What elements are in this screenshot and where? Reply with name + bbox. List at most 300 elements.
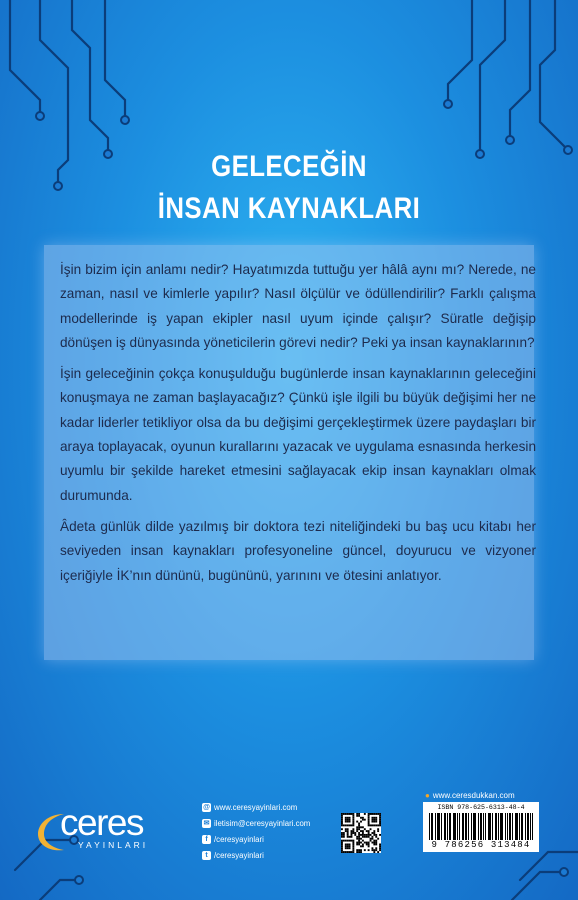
qr-cell [356,826,358,828]
qr-cell [366,842,368,844]
barcode-bar [455,813,456,840]
qr-cell [371,813,373,815]
barcode-bar [519,813,520,840]
contact-twitter[interactable] [202,847,310,863]
qr-cell [343,824,345,826]
barcode-bar [498,813,499,840]
qr-cell [356,813,358,815]
qr-cell [364,842,366,844]
barcode-bar [462,813,463,840]
qr-cell [351,824,353,826]
barcode-bar [463,813,464,840]
qr-cell [343,836,345,838]
barcode-bar [501,813,502,840]
qr-cell [352,840,354,842]
isbn-label: ISBN 978-625-6313-48-4 [437,804,525,811]
qr-cell [347,824,349,826]
qr-cell [368,824,370,826]
barcode-bar [495,813,496,840]
qr-cell [358,851,360,853]
barcode-bar [496,813,497,840]
barcode-bar [490,813,491,840]
qr-cell [375,836,377,838]
contact-email[interactable] [202,815,310,831]
qr-cell [358,834,360,836]
qr-cell [349,843,351,845]
qr-cell [362,832,364,834]
twitter-icon: t [202,851,211,860]
qr-cell [349,847,351,849]
qr-cell [358,842,360,844]
barcode-bar [480,813,481,840]
facebook-text: /ceresyayinlari [214,834,264,844]
barcode-bar [457,813,458,840]
barcode-bar [483,813,484,840]
qr-cell [349,836,351,838]
barcode-bar [522,813,523,840]
blurb-paragraph-3: Âdeta günlük dilde yazılmış bir doktora tezi niteliğindeki bu baş ucu kitabı her seviyeden insan kaynakları profesyoneline güncel, doyurucu ve vizyoner içeriğiyle İK’nın dününü, bugününü, yarınını ve ötesini anlatıyor. [60,518,536,583]
qr-cell [345,828,347,830]
email-text: iletisim@ceresyayinlari.com [214,818,311,828]
qr-cell [375,817,377,819]
qr-cell [341,834,343,836]
qr-cell [360,845,362,847]
qr-cell [352,847,354,849]
publisher-subtitle: YAYINLARI [78,840,149,850]
barcode-bar [444,813,445,840]
qr-cell [379,823,381,825]
title-line-2: İNSAN KAYNAKLARI [157,192,421,225]
qr-cell [341,840,343,842]
qr-cell [356,828,358,830]
qr-cell [345,830,347,832]
qr-cell [341,832,343,834]
qr-cell [356,851,358,853]
qr-cell [373,813,375,815]
barcode-bar [521,813,522,840]
qr-cell [341,851,343,853]
barcode-bar [500,813,501,840]
qr-cell [375,849,377,851]
barcode-bar [478,813,479,840]
qr-cell [352,819,354,821]
qr-cell [364,819,366,821]
qr-cell [362,830,364,832]
qr-cell [360,821,362,823]
qr-cell [375,819,377,821]
qr-cell [362,843,364,845]
qr-cell [352,851,354,853]
qr-cell [351,830,353,832]
qr-cell [373,843,375,845]
barcode-bar [527,813,528,840]
qr-cell [347,819,349,821]
qr-code[interactable] [341,813,381,853]
barcode-bar [468,813,469,840]
qr-cell [358,849,360,851]
qr-cell [356,843,358,845]
barcode-bar [505,813,506,840]
barcode-bars [429,813,533,840]
qr-cell [371,824,373,826]
qr-cell [366,843,368,845]
qr-cell [351,836,353,838]
qr-cell [375,813,377,815]
qr-cell [377,838,379,840]
book-title [40,146,537,230]
qr-cell [371,819,373,821]
barcode-bar [516,813,517,840]
barcode-bar [530,813,531,840]
qr-cell [352,813,354,815]
qr-cell [341,843,343,845]
qr-cell [379,819,381,821]
qr-cell [352,849,354,851]
contact-facebook[interactable] [202,831,310,847]
qr-cell [341,815,343,817]
facebook-icon: f [202,835,211,844]
qr-cell [347,821,349,823]
shop-url: www.ceresdukkan.com [432,791,515,800]
qr-cell [358,824,360,826]
qr-cell [368,832,370,834]
qr-cell [347,832,349,834]
qr-cell [360,849,362,851]
qr-cell [370,813,372,815]
qr-cell [341,842,343,844]
qr-cell [364,849,366,851]
qr-cell [377,851,379,853]
qr-cell [341,836,343,838]
barcode-bar [465,813,466,840]
barcode-bar [466,813,467,840]
qr-cell [347,817,349,819]
qr-cell [347,851,349,853]
publisher-name: ceres [60,802,143,843]
qr-cell [349,824,351,826]
qr-cell [351,832,353,834]
barcode [423,802,539,852]
qr-cell [358,843,360,845]
qr-cell [377,830,379,832]
qr-cell [360,838,362,840]
qr-cell [373,819,375,821]
qr-cell [352,830,354,832]
qr-cell [375,843,377,845]
qr-cell [356,815,358,817]
qr-cell [379,821,381,823]
barcode-bar [474,813,475,840]
shop-bullet-icon: ● [425,791,430,800]
qr-cell [345,845,347,847]
barcode-bar [473,813,474,840]
blurb-text [60,258,536,595]
barcode-bar [509,813,510,840]
qr-cell [366,836,368,838]
qr-cell [368,842,370,844]
barcode-bar [515,813,516,840]
qr-cell [360,817,362,819]
qr-cell [364,813,366,815]
qr-cell [349,813,351,815]
barcode-bar [475,813,476,840]
qr-cell [341,824,343,826]
qr-cell [341,817,343,819]
qr-cell [368,817,370,819]
qr-cell [358,826,360,828]
qr-cell [373,842,375,844]
qr-cell [370,834,372,836]
barcode-bar [450,813,451,840]
qr-cell [349,817,351,819]
qr-cell [371,838,373,840]
barcode-bar [507,813,508,840]
qr-cell [358,813,360,815]
barcode-bar [454,813,455,840]
barcode-bar [471,813,472,840]
qr-cell [354,834,356,836]
qr-cell [356,830,358,832]
barcode-bar [481,813,482,840]
qr-cell [379,843,381,845]
qr-cell [356,849,358,851]
qr-cell [347,813,349,815]
barcode-bar [447,813,448,840]
qr-cell [373,830,375,832]
qr-cell [345,840,347,842]
qr-cell [362,845,364,847]
qr-cell [347,834,349,836]
qr-cell [371,842,373,844]
barcode-bar [459,813,460,840]
qr-cell [373,821,375,823]
qr-cell [351,834,353,836]
qr-cell [375,847,377,849]
qr-cell [368,843,370,845]
qr-cell [371,821,373,823]
qr-cell [345,813,347,815]
qr-cell [379,824,381,826]
qr-cell [347,840,349,842]
qr-cell [356,821,358,823]
qr-cell [377,828,379,830]
qr-cell [362,836,364,838]
qr-cell [371,849,373,851]
qr-cell [343,834,345,836]
qr-cell [345,821,347,823]
qr-cell [379,813,381,815]
qr-cell [343,832,345,834]
qr-cell [343,813,345,815]
barcode-bar [441,813,442,840]
publisher-contacts [202,799,310,863]
qr-cell [375,824,377,826]
qr-cell [341,845,343,847]
shop-link[interactable] [425,791,515,800]
qr-cell [362,817,364,819]
qr-cell [379,817,381,819]
qr-cell [347,843,349,845]
qr-cell [358,840,360,842]
qr-cell [373,832,375,834]
qr-cell [345,817,347,819]
qr-cell [371,836,373,838]
qr-cell [345,851,347,853]
qr-cell [352,845,354,847]
qr-cell [373,824,375,826]
twitter-text: /ceresyayinlari [214,850,264,860]
qr-cell [352,815,354,817]
qr-cell [362,826,364,828]
qr-cell [368,813,370,815]
qr-cell [341,828,343,830]
qr-cell [377,824,379,826]
qr-cell [358,815,360,817]
qr-cell [370,824,372,826]
qr-cell [370,838,372,840]
qr-cell [354,832,356,834]
qr-cell [341,819,343,821]
qr-cell [352,842,354,844]
barcode-bar [438,813,439,840]
qr-cell [351,840,353,842]
qr-cell [368,834,370,836]
blurb-paragraph-1: İşin bizim için anlamı nedir? Hayatımızda tuttuğu yer hâlâ aynı mı? Nerede, ne zaman, nasıl ve kimlerle yapılır? Nasıl ölçülür ve ödüllendirilir? Farklı çalışma modellerinde iş yapan ekipler nasıl uyum içinde çalışır? Süratle değişip dönüşen iş dünyasında yöneticilerin görevi nedir? Peki ya insan kaynaklarının? [60,262,536,350]
qr-cell [341,821,343,823]
qr-cell [349,845,351,847]
qr-cell [360,842,362,844]
qr-cell [347,836,349,838]
qr-cell [370,840,372,842]
qr-cell [360,826,362,828]
qr-cell [377,813,379,815]
qr-cell [347,845,349,847]
qr-cell [341,847,343,849]
barcode-bar [492,813,493,840]
qr-cell [358,838,360,840]
barcode-bar [439,813,440,840]
qr-cell [345,843,347,845]
qr-cell [364,828,366,830]
barcode-bar [510,813,511,840]
qr-cell [362,834,364,836]
qr-cell [379,849,381,851]
qr-cell [347,847,349,849]
qr-cell [345,847,347,849]
qr-cell [352,843,354,845]
qr-cell [371,817,373,819]
qr-cell [352,817,354,819]
qr-cell [362,819,364,821]
qr-cell [375,821,377,823]
globe-icon: @ [203,803,210,811]
barcode-bar [437,813,438,840]
qr-cell [347,828,349,830]
qr-cell [343,840,345,842]
qr-cell [362,840,364,842]
qr-cell [368,836,370,838]
qr-cell [352,821,354,823]
barcode-bar [488,813,489,840]
barcode-bar [512,813,513,840]
contact-website[interactable] [202,799,310,815]
qr-cell [368,849,370,851]
barcode-bar [449,813,450,840]
qr-cell [373,840,375,842]
qr-cell [379,845,381,847]
barcode-bar [485,813,486,840]
qr-cell [356,838,358,840]
qr-cell [379,847,381,849]
barcode-bar [431,813,432,840]
qr-cell [358,823,360,825]
qr-cell [349,821,351,823]
qr-cell [364,836,366,838]
qr-cell [371,832,373,834]
qr-cell [345,819,347,821]
qr-cell [375,834,377,836]
qr-cell [364,834,366,836]
qr-cell [379,815,381,817]
qr-cell [352,832,354,834]
qr-cell [379,834,381,836]
barcode-bar [453,813,454,840]
qr-cell [360,830,362,832]
barcode-number: 9 786256 313484 [431,840,531,850]
barcode-bar [532,813,533,840]
mail-icon: ✉ [203,819,210,827]
qr-cell [358,832,360,834]
qr-cell [341,813,343,815]
qr-cell [368,821,370,823]
qr-cell [368,823,370,825]
qr-cell [341,849,343,851]
qr-cell [360,851,362,853]
qr-cell [341,823,343,825]
qr-cell [351,813,353,815]
website-text: www.ceresyayinlari.com [214,802,298,812]
qr-cell [345,824,347,826]
qr-cell [352,828,354,830]
barcode-bar [429,813,430,840]
qr-cell [366,830,368,832]
qr-cell [352,823,354,825]
title-line-1: GELECEĞİN [211,150,367,183]
qr-cell [373,817,375,819]
qr-cell [352,824,354,826]
qr-cell [360,834,362,836]
qr-cell [351,851,353,853]
qr-cell [368,830,370,832]
barcode-bar [435,813,436,840]
qr-code-pattern [341,813,381,853]
qr-cell [373,834,375,836]
qr-cell [371,847,373,849]
barcode-bar [528,813,529,840]
qr-cell [343,851,345,853]
qr-cell [356,842,358,844]
qr-cell [349,851,351,853]
qr-cell [347,830,349,832]
qr-cell [373,849,375,851]
qr-cell [349,840,351,842]
qr-cell [356,836,358,838]
qr-cell [368,819,370,821]
blurb-paragraph-2: İşin geleceğinin çokça konuşulduğu bugünlerde insan kaynaklarının geleceğini konuşmaya ne zaman başlayacağız? Çünkü işle ilgili bu büyük değişimi her ne kadar liderler tetikliyor olsa da bu değişimi gerçekleştirmek üzere paydaşları bir araya toplayacak, oyunun kurallarını yazacak ve uygulama esnasında herkesin uyumlu bir şekilde hareket etmesini sağlayacak ekip insan kaynakları olmak durumunda. [60,366,536,503]
barcode-bar [432,813,433,840]
barcode-bar [489,813,490,840]
barcode-bar [445,813,446,840]
